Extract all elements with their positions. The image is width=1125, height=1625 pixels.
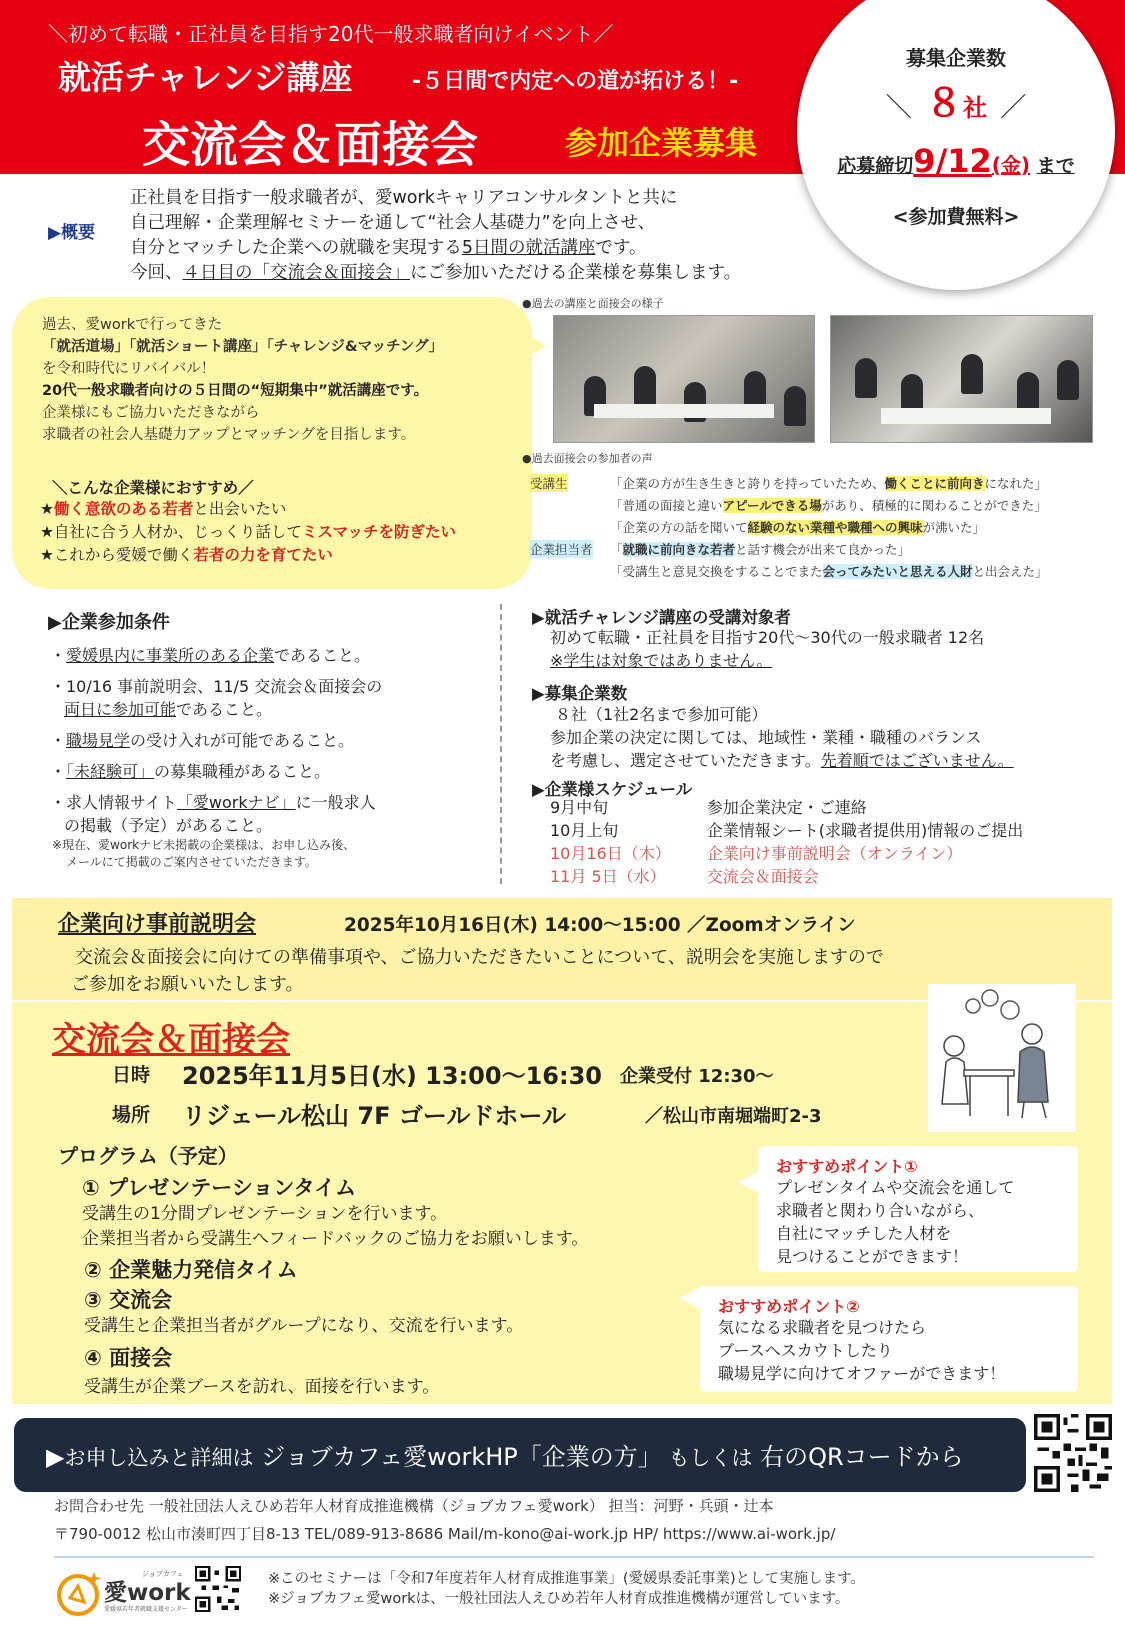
condition-item xyxy=(50,644,382,667)
column-divider xyxy=(500,604,502,884)
voice-company-1 xyxy=(610,540,910,558)
apply-link-text[interactable]: ジョブカフェ愛workHP「企業の方」 xyxy=(253,1443,662,1471)
schedule-what: 企業向け事前説明会（オンライン） xyxy=(706,844,963,863)
condition-text: ・ xyxy=(50,731,67,750)
condition-item xyxy=(50,729,382,752)
condition-text: の掲載（予定）があること。 xyxy=(64,816,273,835)
voice-highlight: 経験のない業種や職種への興味 xyxy=(747,520,923,535)
apply-text[interactable] xyxy=(46,1437,964,1472)
deadline-date: 9/12 xyxy=(913,142,992,180)
overview-text-part: 5日間の就活講座 xyxy=(461,238,596,258)
condition-text: 職場見学 xyxy=(66,731,131,750)
point-1-title: おすすめポイント① xyxy=(776,1157,918,1176)
qr-code-small-icon[interactable] xyxy=(195,1566,241,1612)
recommend-title: ＼こんな企業様におすすめ／ xyxy=(52,479,254,497)
point-line: 見つけることができます！ xyxy=(776,1247,969,1266)
voice-student-label: 受講生 xyxy=(530,476,568,491)
briefing-date: 2025年10月16日(木) 14:00〜15:00 ／Zoomオンライン xyxy=(344,915,856,936)
overview-line xyxy=(130,236,741,261)
apply-text-part: お申し込みと詳細は xyxy=(64,1446,254,1470)
program-text: 受講生が企業ブースを訪れ、面接を行います。 xyxy=(84,1377,440,1397)
condition-text: ・10/16 事前説明会、11/5 交流会＆面接会の xyxy=(50,677,383,696)
recommend-highlight: 働く意欲のある若者 xyxy=(53,500,194,518)
condition-text: 「愛workナビ」 xyxy=(176,793,296,812)
bubble-line: 求職者の社会人基礎力アップとマッチングを目指します。 xyxy=(42,427,416,443)
recommend-list xyxy=(40,498,456,567)
recommend-text: と出会いたい xyxy=(193,500,287,518)
condition-item xyxy=(50,760,382,783)
voices-caption: ●過去面接会の参加者の声 xyxy=(522,452,653,465)
point-2-tip xyxy=(680,1286,702,1310)
intro-bubble-text xyxy=(42,314,443,446)
recruit-text: 先着順ではございません。 xyxy=(820,751,1014,770)
recruit-line: 参加企業の決定に関しては、地域性・業種・職種のバランス xyxy=(550,728,982,747)
circle-fee: <参加費無料> xyxy=(892,206,1020,228)
schedule-table xyxy=(550,796,1059,888)
footnote-line: ※ジョブカフェ愛workは、一般社団法人えひめ若年人材育成推進機構が運営しています。 xyxy=(268,1591,850,1607)
condition-item xyxy=(50,791,382,837)
overview-label: ▶概要 xyxy=(48,223,96,243)
condition-text: ・ xyxy=(50,762,67,781)
recommend-item xyxy=(40,498,456,521)
condition-text: の募集職種があること。 xyxy=(154,762,331,781)
voice-highlight: 就職に前向きな若者 xyxy=(622,542,736,557)
condition-text: ・ xyxy=(50,646,67,665)
point-2-body xyxy=(718,1316,1005,1385)
aiwork-logo xyxy=(54,1568,194,1618)
event-address: ／松山市南堀端町2-3 xyxy=(645,1106,822,1127)
deadline-pre: 応募締切 xyxy=(837,155,914,177)
interview-illustration xyxy=(928,984,1076,1132)
voice-text: になれた」 xyxy=(984,476,1048,491)
event-reception: 企業受付 12:30〜 xyxy=(620,1066,774,1087)
footer-divider xyxy=(54,1556,1094,1558)
qr-code-icon[interactable] xyxy=(1034,1414,1112,1492)
overview-text-part: にご参加いただける企業様を募集します。 xyxy=(410,263,742,283)
apply-text-part: 右のQRコードから xyxy=(752,1443,964,1471)
recommend-text: ★これから愛媛で働く xyxy=(40,546,194,564)
event-title: 交流会＆面接会 xyxy=(52,1020,290,1060)
schedule-row xyxy=(550,842,1059,865)
point-line: 自社にマッチした人材を xyxy=(776,1224,952,1243)
condition-item xyxy=(50,675,382,721)
voice-text: があり、積極的に関わることができた」 xyxy=(821,498,1047,513)
voice-text: が沸いた」 xyxy=(922,520,986,535)
target-title: ▶就活チャレンジ講座の受講対象者 xyxy=(532,608,791,627)
program-item-3: ③ 交流会 xyxy=(84,1288,173,1312)
recommend-highlight: 若者の力を育てたい xyxy=(193,546,333,564)
point-line: 職場見学に向けてオファーができます！ xyxy=(718,1364,1006,1383)
recommend-item xyxy=(40,521,456,544)
overview-text xyxy=(130,186,741,286)
bubble-line: 「就活道場」「就活ショート講座」「チャレンジ&マッチング」 xyxy=(42,339,444,355)
condition-text: 「未経験可」 xyxy=(66,762,155,781)
overview-text-part: です。 xyxy=(595,238,647,258)
voice-text: 「企業の方が生き生きと誇りを持っていたため、 xyxy=(610,476,885,491)
voice-text: と出会えた」 xyxy=(972,564,1048,579)
target-note: ※学生は対象ではありません。 xyxy=(550,651,773,670)
voice-highlight: アピールできる場 xyxy=(722,498,822,513)
voice-text: 「企業の方の話を聞いて xyxy=(610,520,748,535)
schedule-when: 10月上旬 xyxy=(550,821,619,840)
recruit-line: ８社（1社2名まで参加可能） xyxy=(555,705,768,724)
program-title: プログラム（予定） xyxy=(58,1144,238,1168)
conditions-title: ▶企業参加条件 xyxy=(48,612,170,633)
bubble-line: 過去、愛workで行ってきた xyxy=(42,317,223,333)
overview-line xyxy=(130,261,741,286)
conditions-list xyxy=(50,644,382,845)
schedule-when: 10月16日（木） xyxy=(550,844,671,863)
contact-line: お問合わせ先 一般社団法人えひめ若年人材育成推進機構（ジョブカフェ愛work） 担当：河野・兵頭・辻本 xyxy=(54,1497,774,1515)
logo-tagline: 愛媛県若年者就職支援センター xyxy=(104,1606,188,1613)
program-text: 受講生と企業担当者がグループになり、交流を行います。 xyxy=(84,1316,524,1336)
play-arrow-icon: ▶ xyxy=(46,1443,65,1471)
condition-text: であること。 xyxy=(274,646,371,665)
condition-text: ・求人情報サイト xyxy=(50,793,177,812)
event-date-value: 2025年11月5日(水) 13:00〜16:30 xyxy=(182,1062,602,1090)
header-subtitle: ＼初めて転職・正社員を目指す20代一般求職者向けイベント／ xyxy=(48,22,614,46)
note-line: メールにて掲載のご案内させていただきます。 xyxy=(66,855,317,869)
point-2-title: おすすめポイント② xyxy=(718,1297,860,1316)
point-line: プレゼンタイムや交流会を通して xyxy=(776,1178,1015,1197)
deadline-post: まで xyxy=(1036,155,1075,177)
circle-label: 募集企業数 xyxy=(906,46,1006,70)
header-title-sub: -５日間で内定への道が拓ける！- xyxy=(412,69,739,94)
schedule-when: 9月中旬 xyxy=(550,798,609,817)
note-line: ※現在、愛workナビ未掲載の企業様は、お申し込み後、 xyxy=(52,838,356,852)
condition-text: 両日に参加可能 xyxy=(64,700,177,719)
overview-text-part: 自分とマッチした企業への就職を実現する xyxy=(130,238,462,258)
schedule-what: 交流会＆面接会 xyxy=(706,867,819,886)
condition-text: の受け入れが可能であること。 xyxy=(130,731,355,750)
event-place-value: リジェール松山 7F ゴールドホール xyxy=(182,1102,566,1130)
point-line: 求職者と関わり合いながら、 xyxy=(776,1201,985,1220)
contact-info xyxy=(54,1492,835,1548)
condition-text: に一般求人 xyxy=(295,793,376,812)
header-title: 就活チャレンジ講座 xyxy=(58,58,353,97)
overview-line: 正社員を目指す一般求職者が、愛workキャリアコンサルタントと共に xyxy=(130,188,678,208)
briefing-line: 交流会＆面接会に向けての準備事項や、ご協力いただきたいことについて、説明会を実施しますので xyxy=(75,947,884,968)
briefing-title: 企業向け事前説明会 xyxy=(58,912,257,937)
logo-name: 愛work xyxy=(104,1580,191,1606)
voice-text: 「普通の面接と違い xyxy=(610,498,723,513)
intro-bubble-tip xyxy=(520,330,546,362)
voice-student-2 xyxy=(610,496,1047,514)
voice-highlight: 会ってみたいと思える人財 xyxy=(822,564,973,579)
point-1-box xyxy=(758,1146,1078,1272)
voice-student-1 xyxy=(610,474,1047,492)
program-text: 企業担当者から受講生へフィードバックのご協力をお願いします。 xyxy=(82,1229,589,1249)
circle-deadline xyxy=(797,142,1115,180)
bubble-line: 20代一般求職者向けの５日間の“短期集中”就活講座です。 xyxy=(42,383,429,399)
target-line: 初めて転職・正社員を目指す20代〜30代の一般求職者 12名 xyxy=(550,628,985,647)
logo-small-text: ジョブカフェ xyxy=(142,1570,184,1578)
point-1-body xyxy=(776,1176,1014,1268)
recruit-line xyxy=(550,749,1014,772)
recruit-text: を考慮し、選定させていただきます。 xyxy=(550,751,821,770)
voice-company-label: 企業担当者 xyxy=(530,542,593,557)
bubble-line: 企業様にもご協力いただきながら xyxy=(42,405,260,421)
voice-student-3 xyxy=(610,518,985,536)
header-event-title: 交流会＆面接会 xyxy=(142,117,479,173)
overview-text-part: ４日目の「交流会＆面接会」 xyxy=(182,263,410,283)
deadline-day: (金) xyxy=(991,153,1031,177)
bubble-line: を令和時代にリバイバル！ xyxy=(42,361,216,377)
point-line: ブースへスカウトしたり xyxy=(718,1341,893,1360)
voice-text: と話す機会が出来て良かった」 xyxy=(735,542,911,557)
voice-company-2 xyxy=(610,562,1048,580)
program-item-2: ② 企業魅力発信タイム xyxy=(84,1258,298,1282)
footnote-line: ※このセミナーは「令和7年度若年人材育成推進事業」(愛媛県委託事業)として実施します。 xyxy=(268,1571,866,1587)
schedule-row xyxy=(550,819,1059,842)
event-date-label: 日時 xyxy=(112,1064,151,1086)
program-item-1: ① プレゼンテーションタイム xyxy=(82,1176,357,1200)
event-place-label: 場所 xyxy=(112,1104,151,1126)
point-line: 気になる求職者を見つけたら xyxy=(718,1318,927,1337)
circle-count-number: ８ xyxy=(924,81,963,125)
condition-text: 愛媛県内に事業所のある企業 xyxy=(66,646,275,665)
point-2-box xyxy=(700,1286,1078,1392)
star-icon: ★ xyxy=(40,500,54,518)
conditions-note xyxy=(52,837,355,871)
overview-line: 自己理解・企業理解セミナーを通して“社会人基礎力”を向上させ、 xyxy=(130,213,656,233)
recommend-text: ★自社に合う人材か、じっくり話して xyxy=(40,523,302,541)
footnote xyxy=(268,1569,865,1609)
point-1-tip xyxy=(738,1170,760,1194)
circle-slash-left: ＼ xyxy=(885,93,912,123)
overview-text-part: 今回、 xyxy=(130,263,183,283)
schedule-what: 企業情報シート(求職者提供用)情報のご提出 xyxy=(706,821,1024,840)
photo-caption: ●過去の講座と面接会の様子 xyxy=(522,297,664,310)
schedule-row xyxy=(550,796,1059,819)
briefing-line: ご参加をお願いいたします。 xyxy=(71,974,304,995)
recruit-title: ▶募集企業数 xyxy=(532,684,628,703)
condition-text: であること。 xyxy=(176,700,273,719)
circle-count-unit: 社 xyxy=(963,94,987,122)
program-item-4: ④ 面接会 xyxy=(84,1346,173,1370)
program-text: 受講生の1分間プレゼンテーションを行います。 xyxy=(82,1204,448,1224)
contact-line[interactable]: 〒790-0012 松山市湊町四丁目8-13 TEL/089-913-8686 Mail/m-kono@ai-work.jp HP/ https://www.ai-work.jp/ xyxy=(54,1525,836,1543)
circle-count xyxy=(797,72,1115,127)
schedule-title: ▶企業様スケジュール xyxy=(532,780,693,799)
briefing-text xyxy=(71,944,884,998)
recommend-highlight: ミスマッチを防ぎたい xyxy=(301,523,456,541)
schedule-what: 参加企業決定・ご連絡 xyxy=(706,798,867,817)
voice-text: 「受講生と意見交換をすることでまた xyxy=(610,564,823,579)
voice-highlight: 働くことに前向き xyxy=(884,476,985,491)
schedule-when: 11月 5日（水） xyxy=(550,867,666,886)
recommend-item xyxy=(40,544,456,567)
recruit-circle xyxy=(797,0,1115,290)
voice-text: 「 xyxy=(610,542,623,557)
apply-text-part: もしくは xyxy=(668,1446,753,1470)
header-recruit-title: 参加企業募集 xyxy=(565,124,758,162)
circle-slash-right: ／ xyxy=(1000,93,1027,123)
seminar-photo xyxy=(553,315,815,443)
schedule-row xyxy=(550,865,1059,888)
interview-photo xyxy=(830,315,1093,443)
